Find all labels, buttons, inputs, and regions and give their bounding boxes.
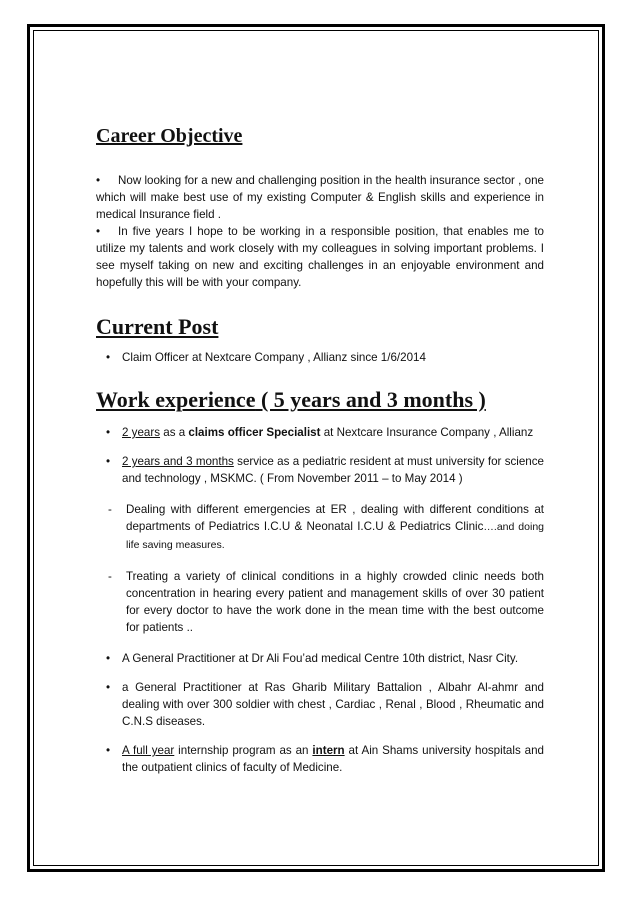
work-experience-duration: ( 5 years and 3 months ) — [260, 387, 486, 412]
objective-item-1: • Now looking for a new and challenging position in the health insurance sector , one which will make best use of my existing Computer & English skills and experience in medical Insurance field . — [96, 174, 544, 221]
work-detail-1: - Dealing with different emergencies at ER , dealing with different conditions at departments of Pediatrics I.C.U & Neonatal I.C.U & Pediatrics Clinic….and doing life saving measures. — [108, 503, 545, 551]
bullet-icon: • — [106, 652, 111, 665]
bullet-icon: • — [106, 351, 111, 364]
bullet-icon: • — [106, 426, 111, 439]
work-item-3: • A General Practitioner at Dr Ali Fou’ad medical Centre 10th district, Nasr City. — [106, 652, 519, 665]
bullet-icon: • — [106, 681, 111, 694]
work-experience-heading: Work experience ( 5 years and 3 months ) — [96, 387, 486, 412]
objective-item-2: • In five years I hope to be working in a responsible position, that enables me to utilize my talents and work closely with my colleagues in solving important problems. I see myself taking on new and exciting challenges in an enjoyable environment and hopefully this will be with your company. — [96, 225, 544, 289]
work-detail-2: - Treating a variety of clinical conditions in a highly crowded clinic needs both concentration in hearing every patient and management skills of over 30 patient for every doctor to have the work done in the mean time with the best outcome for patients .. — [108, 570, 544, 634]
bullet-icon: • — [96, 225, 101, 238]
bullet-icon: • — [106, 744, 111, 757]
bullet-icon: • — [96, 174, 101, 187]
work-experience-list-2 — [96, 650, 544, 776]
work-item-2: • 2 years and 3 months service as a pediatric resident at must university for science and technology , MSKMC. ( From November 2011 – to May 2014 ) — [106, 455, 544, 485]
bullet-icon: • — [106, 455, 111, 468]
current-post-item: • Claim Officer at Nextcare Company , Allianz since 1/6/2014 — [106, 351, 426, 364]
work-item-4: • a General Practitioner at Ras Gharib Military Battalion , Albahr Al-ahmr and dealing with over 300 soldier with chest , Cardiac , Renal , Blood , Rheumatic and C.N.S diseases. — [106, 681, 544, 728]
work-item-5: • A full year internship program as an intern at Ain Shams university hospitals and the outpatient clinics of faculty of Medicine. — [106, 744, 545, 774]
current-post-heading: Current Post — [96, 314, 219, 339]
current-post-list — [96, 349, 544, 366]
work-experience-list — [96, 424, 544, 487]
resume-content — [96, 124, 544, 776]
career-objective-heading: Career Objective — [96, 125, 243, 147]
work-item-1: • 2 years as a claims officer Specialist at Nextcare Insurance Company , Allianz — [106, 426, 534, 439]
